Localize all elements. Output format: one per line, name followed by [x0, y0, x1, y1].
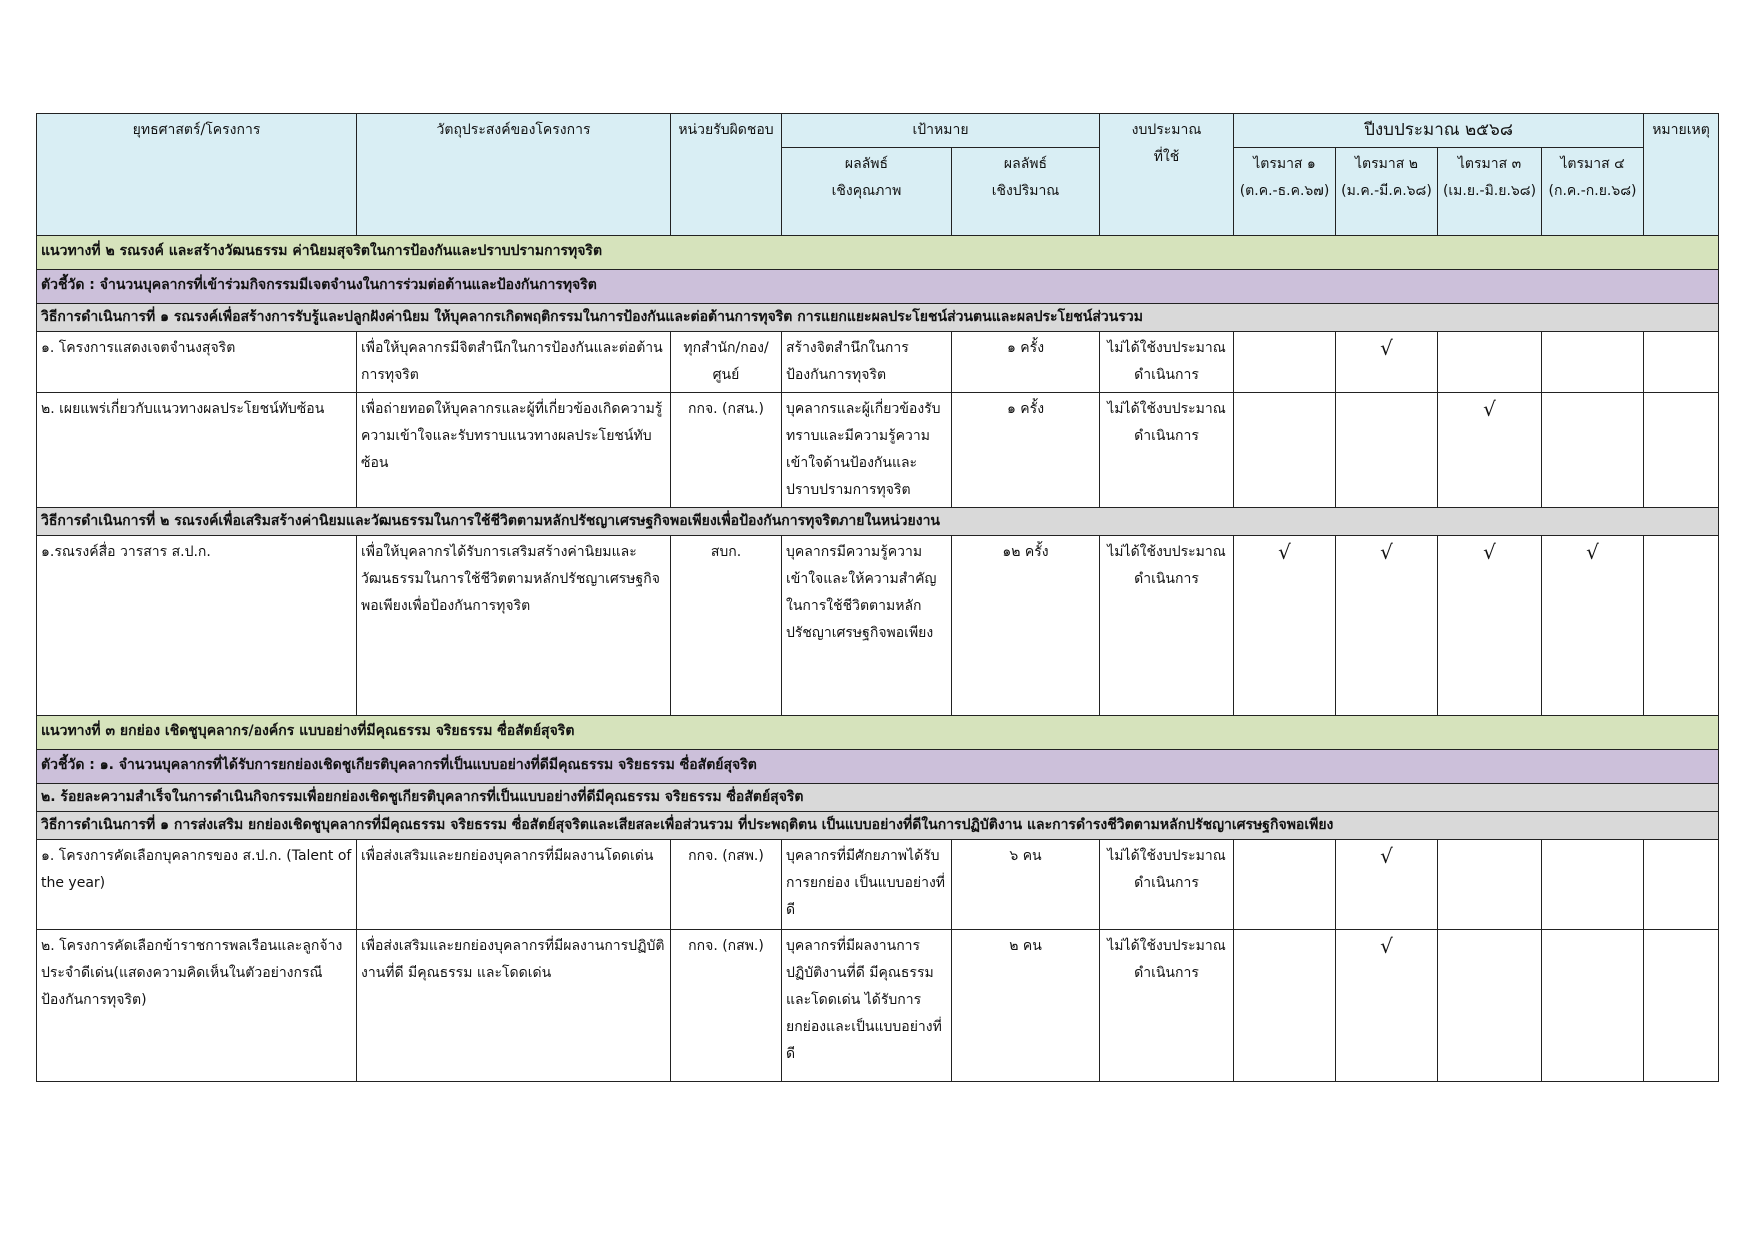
q3-cell [1438, 840, 1542, 930]
project-quality: บุคลากรและผู้เกี่ยวข้องรับทราบและมีความรู้ความเข้าใจด้านป้องกันและปราบปรามการทุจริต [782, 393, 952, 508]
indicator-3-2-row: ๒. ร้อยละความสำเร็จในการดำเนินกิจกรรมเพื่อยกย่องเชิดชูเกียรติบุคลากรที่เป็นแบบอย่างที่ดีมีคุณธรรม จริยธรรม ซื่อสัตย์สุจริต [37, 784, 1719, 812]
table-row [37, 840, 1719, 930]
header-budget [1100, 114, 1234, 236]
project-quantity: ๑ ครั้ง [952, 332, 1100, 393]
header-budget-line2: ที่ใช้ [1153, 149, 1180, 165]
project-budget: ไม่ได้ใช้งบประมาณดำเนินการ [1100, 332, 1234, 393]
project-objective: เพื่อถ่ายทอดให้บุคลากรและผู้ที่เกี่ยวข้องเกิดความรู้ความเข้าใจและรับทราบแนวทางผลประโยชน์ทับซ้อน [357, 393, 671, 508]
q2-check: √ [1336, 930, 1438, 1082]
q2-cell [1336, 393, 1438, 508]
project-unit: ทุกสำนัก/กอง/ศูนย์ [671, 332, 782, 393]
project-unit: สบก. [671, 536, 782, 716]
project-quantity: ๑๒ ครั้ง [952, 536, 1100, 716]
q1-cell [1234, 393, 1336, 508]
q4-cell [1542, 332, 1644, 393]
q4-cell [1542, 840, 1644, 930]
table-row [37, 332, 1719, 393]
header-quarter-3 [1438, 148, 1542, 236]
project-name: ๒. โครงการคัดเลือกข้าราชการพลเรือนและลูกจ้างประจำดีเด่น(แสดงความคิดเห็นในตัวอย่างกรณีป้องกันการทุจริต) [37, 930, 357, 1082]
header-strategy: ยุทธศาสตร์/โครงการ [37, 114, 357, 236]
project-objective: เพื่อส่งเสริมและยกย่องบุคลากรที่มีผลงานการปฏิบัติงานที่ดี มีคุณธรรม และโดดเด่น [357, 930, 671, 1082]
header-quarter-2 [1336, 148, 1438, 236]
header-quality [782, 148, 952, 236]
header-quality-line2: เชิงคุณภาพ [831, 183, 902, 199]
header-quarter-1 [1234, 148, 1336, 236]
header-quantity-line1: ผลลัพธ์ [1003, 156, 1048, 172]
header-objective: วัตถุประสงค์ของโครงการ [357, 114, 671, 236]
q2-check: √ [1336, 332, 1438, 393]
table-row [37, 393, 1719, 508]
method-3-1-row: วิธีการดำเนินการที่ ๑ การส่งเสริม ยกย่องเชิดชูบุคลากรที่มีคุณธรรม จริยธรรม ซื่อสัตย์สุจริตและเสียสละเพื่อส่วนรวม ที่ประพฤติตน เป็นแบบอย่างที่ดีในการปฏิบัติงาน และการดำรงชีวิตตามหลักปรัชญาเศรษฐกิจพอเพียง [37, 812, 1719, 840]
project-budget: ไม่ได้ใช้งบประมาณดำเนินการ [1100, 393, 1234, 508]
project-name: ๒. เผยแพร่เกี่ยวกับแนวทางผลประโยชน์ทับซ้อน [37, 393, 357, 508]
project-name: ๑. โครงการแสดงเจตจำนงสุจริต [37, 332, 357, 393]
project-quality: บุคลากรมีความรู้ความเข้าใจและให้ความสำคัญในการใช้ชีวิตตามหลักปรัชญาเศรษฐกิจพอเพียง [782, 536, 952, 716]
quarter-label: ไตรมาส ๒ [1355, 156, 1418, 172]
quarter-range: (ก.ค.-ก.ย.๖๘) [1548, 183, 1637, 199]
project-name: ๑.รณรงค์สื่อ วารสาร ส.ป.ก. [37, 536, 357, 716]
project-quantity: ๖ คน [952, 840, 1100, 930]
quarter-range: (ม.ค.-มี.ค.๖๘) [1341, 183, 1432, 199]
project-quality: บุคลากรที่มีผลงานการปฏิบัติงานที่ดี มีคุณธรรม และโดดเด่น ได้รับการยกย่องและเป็นแบบอย่างที่ดี [782, 930, 952, 1082]
note-cell [1644, 393, 1719, 508]
project-quality: บุคลากรที่มีศักยภาพได้รับการยกย่อง เป็นแบบอย่างที่ดี [782, 840, 952, 930]
q3-check: √ [1438, 393, 1542, 508]
q1-cell [1234, 930, 1336, 1082]
note-cell [1644, 332, 1719, 393]
project-name: ๑. โครงการคัดเลือกบุคลากรของ ส.ป.ก. (Talent of the year) [37, 840, 357, 930]
note-cell [1644, 930, 1719, 1082]
project-unit: กกจ. (กสพ.) [671, 840, 782, 930]
q4-cell [1542, 930, 1644, 1082]
q4-check: √ [1542, 536, 1644, 716]
q1-cell [1234, 840, 1336, 930]
guideline-2-row: แนวทางที่ ๒ รณรงค์ และสร้างวัฒนธรรม ค่านิยมสุจริตในการป้องกันและปราบปรามการทุจริต [37, 236, 1719, 270]
indicator-2-row: ตัวชี้วัด : จำนวนบุคลากรที่เข้าร่วมกิจกรรมมีเจตจำนงในการร่วมต่อต้านและป้องกันการทุจริต [37, 270, 1719, 304]
q3-check: √ [1438, 536, 1542, 716]
action-plan-table [36, 113, 1719, 1082]
quarter-range: (เม.ย.-มิ.ย.๖๘) [1442, 183, 1537, 199]
quarter-range: (ต.ค.-ธ.ค.๖๗) [1239, 183, 1330, 199]
project-unit: กกจ. (กสน.) [671, 393, 782, 508]
project-objective: เพื่อให้บุคลากรมีจิตสำนึกในการป้องกันและต่อต้านการทุจริต [357, 332, 671, 393]
header-budget-line1: งบประมาณ [1131, 122, 1202, 138]
project-quantity: ๑ ครั้ง [952, 393, 1100, 508]
method-2-1-row: วิธีการดำเนินการที่ ๑ รณรงค์เพื่อสร้างการรับรู้และปลูกฝังค่านิยม ให้บุคลากรเกิดพฤติกรรมในการป้องกันและต่อต้านการทุจริต การแยกแยะผลประโยชน์ส่วนตนและผลประโยชน์ส่วนรวม [37, 304, 1719, 332]
indicator-3-1-row: ตัวชี้วัด : ๑. จำนวนบุคลากรที่ได้รับการยกย่องเชิดชูเกียรติบุคลากรที่เป็นแบบอย่างที่ดีมีคุณธรรม จริยธรรม ซื่อสัตย์สุจริต [37, 750, 1719, 784]
note-cell [1644, 536, 1719, 716]
header-quantity [952, 148, 1100, 236]
note-cell [1644, 840, 1719, 930]
header-target: เป้าหมาย [782, 114, 1100, 148]
header-quarter-4 [1542, 148, 1644, 236]
quarter-label: ไตรมาส ๓ [1457, 156, 1522, 172]
project-budget: ไม่ได้ใช้งบประมาณดำเนินการ [1100, 930, 1234, 1082]
quarter-label: ไตรมาส ๑ [1253, 156, 1316, 172]
quarter-label: ไตรมาส ๔ [1560, 156, 1625, 172]
project-objective: เพื่อให้บุคลากรได้รับการเสริมสร้างค่านิยมและวัฒนธรรมในการใช้ชีวิตตามหลักปรัชญาเศรษฐกิจพอเพียงเพื่อป้องกันการทุจริต [357, 536, 671, 716]
project-quality: สร้างจิตสำนึกในการป้องกันการทุจริต [782, 332, 952, 393]
project-unit: กกจ. (กสพ.) [671, 930, 782, 1082]
project-budget: ไม่ได้ใช้งบประมาณดำเนินการ [1100, 536, 1234, 716]
q3-cell [1438, 930, 1542, 1082]
table-row [37, 930, 1719, 1082]
header-unit: หน่วยรับผิดชอบ [671, 114, 782, 236]
header-fiscal-year: ปีงบประมาณ ๒๕๖๘ [1234, 114, 1644, 148]
header-quantity-line2: เชิงปริมาณ [991, 183, 1060, 199]
method-2-2-row: วิธีการดำเนินการที่ ๒ รณรงค์เพื่อเสริมสร้างค่านิยมและวัฒนธรรมในการใช้ชีวิตตามหลักปรัชญาเศรษฐกิจพอเพียงเพื่อป้องกันการทุจริตภายในหน่วยงาน [37, 508, 1719, 536]
guideline-3-row: แนวทางที่ ๓ ยกย่อง เชิดชูบุคลากร/องค์กร แบบอย่างที่มีคุณธรรม จริยธรรม ซื่อสัตย์สุจริต [37, 716, 1719, 750]
q1-check: √ [1234, 536, 1336, 716]
q2-check: √ [1336, 536, 1438, 716]
q3-cell [1438, 332, 1542, 393]
header-quality-line1: ผลลัพธ์ [844, 156, 889, 172]
q4-cell [1542, 393, 1644, 508]
table-row [37, 536, 1719, 716]
project-quantity: ๒ คน [952, 930, 1100, 1082]
project-objective: เพื่อส่งเสริมและยกย่องบุคลากรที่มีผลงานโดดเด่น [357, 840, 671, 930]
q2-check: √ [1336, 840, 1438, 930]
q1-cell [1234, 332, 1336, 393]
project-budget: ไม่ได้ใช้งบประมาณดำเนินการ [1100, 840, 1234, 930]
header-note: หมายเหตุ [1644, 114, 1719, 236]
